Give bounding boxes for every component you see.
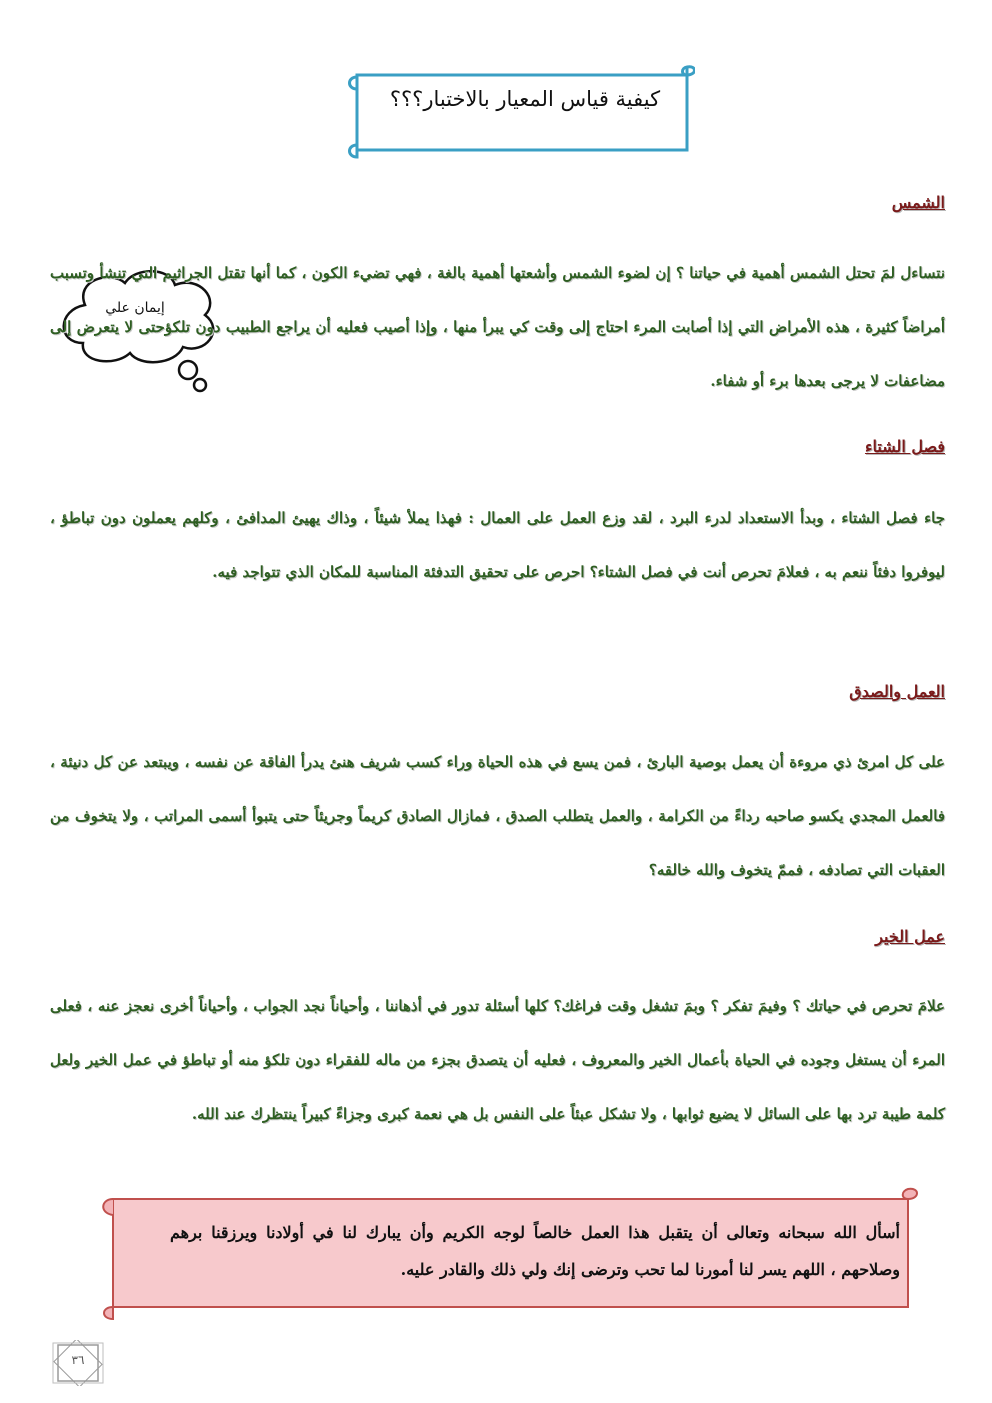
title-scroll-frame (345, 65, 695, 160)
section-paragraph: نتساءل لمَ تحتل الشمس أهمية في حياتنا ؟ إن لضوء الشمس وأشعتها أهمية بالغة ، فهي تضيء الكون ، كما أنها تقتل الجراثيم التي تنشأ وتسبب أمراضاً كثيرة ، هذه الأمراض التي إذا أصابت المرء احتاج إلى وقت كي يبرأ منها ، وإذا أصيب فعليه أن يراجع الطبيب دون تلكؤحتى لا يتعرض إلى مضاعفات لا يرجى بعدها برء أو شفاء. (50, 264, 945, 390)
prayer-banner (95, 1187, 925, 1322)
section-paragraph: علامَ تحرص في حياتك ؟ وفيمَ تفكر ؟ وبمَ تشغل وقت فراغك؟ كلها أسئلة تدور في أذهاننا ، وأحياناً نجد الجواب ، وأحياناً أخرى نعجز عنه ، فعلى المرء أن يستغل وجوده في الحياة بأعمال الخير والمعروف ، فعليه أن يتصدق بجزء من ماله للفقراء دون تلكؤ منه أو تباطؤ في عمل الخير ولعل كلمة طيبة ترد بها على السائل لا يضيع ثوابها ، ولا تشكل عبئاً على النفس بل هي نعمة كبرى وجزاءً كبيراً ينتظرك عند الله. (50, 997, 945, 1123)
section-paragraph: جاء فصل الشتاء ، وبدأ الاستعداد لدرء البرد ، لقد وزع العمل على العمال : فهذا يملأ شيئاً ، وذاك يهيئ المدافئ ، وكلهم يعملون دون تباطؤ ، ليوفروا دفئاً ننعم به ، فعلامَ تحرص أنت في فصل الشتاء؟ احرص على تحقيق التدفئة المناسبة للمكان الذي تتواجد فيه. (50, 509, 945, 581)
title-banner (345, 65, 695, 160)
author-name: إيمان علي (105, 300, 165, 316)
section-heading: فصل الشتاء (864, 437, 945, 456)
prayer-text: أسأل الله سبحانه وتعالى أن يتقبل هذا العمل خالصاً لوجه الكريم وأن يبارك لنا في أولادنا ويرزقنا برهم وصلاحهم ، اللهم يسر لنا أمورنا لما تحب وترضى إنك ولي ذلك والقادر عليه. (170, 1223, 900, 1279)
section-heading: عمل الخير (875, 927, 945, 946)
page-number-ornament (50, 1340, 106, 1386)
page-number: ٣٦ (71, 1353, 85, 1367)
section-heading: العمل والصدق (849, 682, 945, 701)
section-heading: الشمس (891, 193, 945, 212)
section-paragraph: على كل امرئ ذي مروءة أن يعمل بوصية البارئ ، فمن يسع في هذه الحياة وراء كسب شريف هنئ يدرأ الفاقة عن نفسه ، ويبتعد عن كل دنيئة ، فالعمل المجدي يكسو صاحبه رداءً من الكرامة ، والعمل يتطلب الصدق ، فمازال الصادق كريماً وجريئاً حتى يتبوأ أسمى المراتب ، ولا يتخوف من العقبات التي تصادفه ، فممّ يتخوف والله خالقه؟ (50, 753, 945, 879)
page-title: كيفية قياس المعيار بالاختبار؟؟؟ (389, 87, 661, 111)
